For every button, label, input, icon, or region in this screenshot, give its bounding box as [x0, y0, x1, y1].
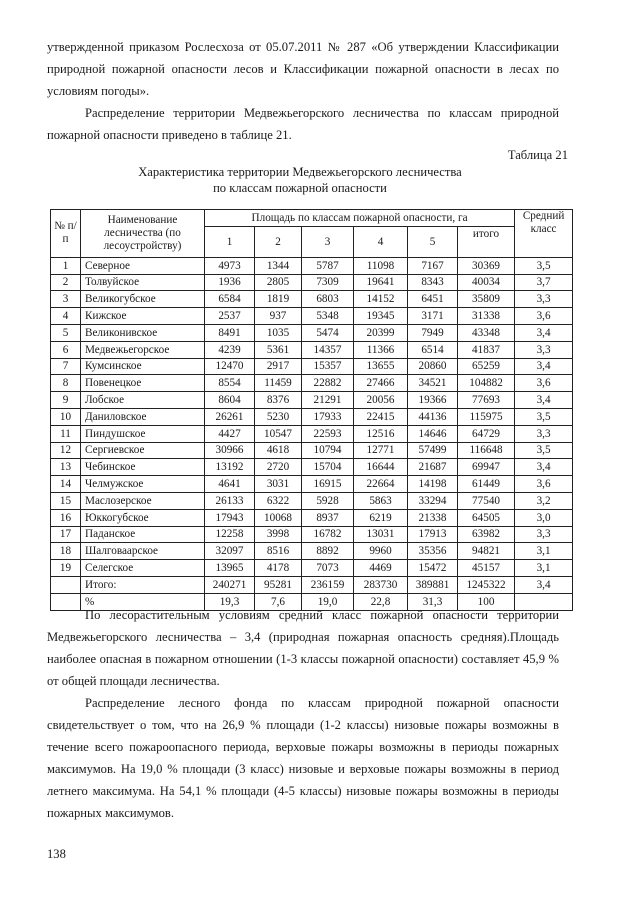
cell-total: 31338	[458, 308, 515, 325]
cell-avg: 3,6	[515, 308, 573, 325]
cell-num: 6	[51, 341, 81, 358]
table-caption-line2: по классам пожарной опасности	[213, 181, 387, 195]
cell-c4: 12516	[354, 425, 408, 442]
header-avg: Средний класс	[515, 210, 573, 258]
cell-num: 14	[51, 476, 81, 493]
cell-avg: 3,3	[515, 526, 573, 543]
table-caption-line1: Характеристика территории Медвежьегорского лесничества	[138, 165, 462, 179]
cell-c5: 34521	[408, 375, 458, 392]
cell-total: 100	[458, 593, 515, 610]
cell-avg: 3,3	[515, 425, 573, 442]
cell-avg: 3,4	[515, 358, 573, 375]
cell-num: 1	[51, 257, 81, 274]
cell-c1: 32097	[205, 543, 255, 560]
cell-c3: 16915	[302, 476, 354, 493]
cell-c4: 4469	[354, 560, 408, 577]
cell-avg: 3,6	[515, 375, 573, 392]
cell-c2: 11459	[255, 375, 302, 392]
cell-c1: 13192	[205, 459, 255, 476]
cell-name: Чебинское	[81, 459, 205, 476]
cell-c3: 22882	[302, 375, 354, 392]
table-row	[51, 442, 573, 459]
cell-avg: 3,1	[515, 560, 573, 577]
totals-label: Итого:	[81, 576, 205, 593]
cell-c1: 6584	[205, 291, 255, 308]
cell-num	[51, 576, 81, 593]
cell-c3: 19,0	[302, 593, 354, 610]
header-class-5: 5	[408, 226, 458, 257]
cell-num: 11	[51, 425, 81, 442]
cell-c1: 19,3	[205, 593, 255, 610]
percent-label: %	[81, 593, 205, 610]
cell-name: Челмужское	[81, 476, 205, 493]
cell-c5: 7167	[408, 257, 458, 274]
cell-c1: 8604	[205, 392, 255, 409]
cell-total: 30369	[458, 257, 515, 274]
cell-c2: 4178	[255, 560, 302, 577]
cell-name: Сергиевское	[81, 442, 205, 459]
header-num: № п/п	[51, 210, 81, 258]
cell-avg: 3,3	[515, 341, 573, 358]
cell-c5: 35356	[408, 543, 458, 560]
cell-total: 61449	[458, 476, 515, 493]
cell-c4: 11366	[354, 341, 408, 358]
table-row	[51, 408, 573, 425]
cell-avg: 3,1	[515, 543, 573, 560]
cell-name: Медвежьегорское	[81, 341, 205, 358]
cell-num: 8	[51, 375, 81, 392]
cell-c5: 57499	[408, 442, 458, 459]
cell-avg: 3,4	[515, 576, 573, 593]
cell-c5: 21338	[408, 509, 458, 526]
cell-c4: 27466	[354, 375, 408, 392]
cell-total: 35809	[458, 291, 515, 308]
intro-paragraph: утвержденной приказом Рослесхоза от 05.07.2011 № 287 «Об утверждении Классификации природной пожарной опасности лесов и Классификации пожарной опасности в лесах по условиям погоды».	[47, 40, 559, 98]
cell-total: 115975	[458, 408, 515, 425]
cell-num: 2	[51, 274, 81, 291]
cell-c3: 236159	[302, 576, 354, 593]
cell-c2: 4618	[255, 442, 302, 459]
cell-c4: 5863	[354, 492, 408, 509]
cell-c2: 6322	[255, 492, 302, 509]
cell-c1: 8554	[205, 375, 255, 392]
cell-name: Северное	[81, 257, 205, 274]
header-class-3: 3	[302, 226, 354, 257]
header-class-1: 1	[205, 226, 255, 257]
cell-total: 94821	[458, 543, 515, 560]
table-row	[51, 257, 573, 274]
cell-num: 17	[51, 526, 81, 543]
cell-name: Селегское	[81, 560, 205, 577]
table-row	[51, 291, 573, 308]
cell-num: 4	[51, 308, 81, 325]
cell-c3: 15357	[302, 358, 354, 375]
table-row	[51, 543, 573, 560]
cell-c3: 5928	[302, 492, 354, 509]
cell-c3: 16782	[302, 526, 354, 543]
cell-total: 1245322	[458, 576, 515, 593]
page-number: 138	[47, 847, 66, 861]
cell-c2: 2720	[255, 459, 302, 476]
header-total: итого	[458, 226, 515, 257]
fire-class-table	[50, 209, 573, 611]
table-row	[51, 274, 573, 291]
cell-c3: 5348	[302, 308, 354, 325]
cell-name: Пиндушское	[81, 425, 205, 442]
cell-c2: 1344	[255, 257, 302, 274]
cell-avg: 3,4	[515, 459, 573, 476]
cell-name: Повенецкое	[81, 375, 205, 392]
table-row	[51, 492, 573, 509]
table-body	[51, 257, 573, 610]
cell-total: 64729	[458, 425, 515, 442]
cell-c2: 10068	[255, 509, 302, 526]
cell-c2: 2917	[255, 358, 302, 375]
table-row	[51, 509, 573, 526]
cell-avg: 3,5	[515, 257, 573, 274]
table-row	[51, 308, 573, 325]
cell-c1: 26261	[205, 408, 255, 425]
cell-c5: 33294	[408, 492, 458, 509]
cell-c5: 6514	[408, 341, 458, 358]
cell-c5: 17913	[408, 526, 458, 543]
cell-total: 104882	[458, 375, 515, 392]
cell-c5: 21687	[408, 459, 458, 476]
cell-num: 3	[51, 291, 81, 308]
cell-num: 19	[51, 560, 81, 577]
cell-c3: 8937	[302, 509, 354, 526]
cell-c3: 15704	[302, 459, 354, 476]
cell-c2: 7,6	[255, 593, 302, 610]
cell-c5: 6451	[408, 291, 458, 308]
cell-c5: 389881	[408, 576, 458, 593]
table-caption	[60, 164, 540, 196]
cell-c5: 15472	[408, 560, 458, 577]
cell-avg: 3,4	[515, 324, 573, 341]
cell-num: 16	[51, 509, 81, 526]
cell-c2: 10547	[255, 425, 302, 442]
cell-avg: 3,6	[515, 476, 573, 493]
cell-c1: 17943	[205, 509, 255, 526]
cell-c4: 11098	[354, 257, 408, 274]
cell-c2: 3998	[255, 526, 302, 543]
cell-num: 7	[51, 358, 81, 375]
table-row	[51, 358, 573, 375]
cell-c5: 31,3	[408, 593, 458, 610]
cell-c1: 4239	[205, 341, 255, 358]
cell-c4: 12771	[354, 442, 408, 459]
cell-c4: 14152	[354, 291, 408, 308]
cell-c3: 5474	[302, 324, 354, 341]
cell-c1: 2537	[205, 308, 255, 325]
cell-c2: 3031	[255, 476, 302, 493]
cell-name: Толвуйское	[81, 274, 205, 291]
cell-avg: 3,0	[515, 509, 573, 526]
cell-num: 9	[51, 392, 81, 409]
cell-c2: 1819	[255, 291, 302, 308]
table-row	[51, 425, 573, 442]
header-name: Наименование лесничества (по лесоустройству)	[81, 210, 205, 258]
cell-c1: 12258	[205, 526, 255, 543]
cell-c4: 22,8	[354, 593, 408, 610]
cell-c5: 19366	[408, 392, 458, 409]
summary-paragraph-1: По лесорастительным условиям средний класс пожарной опасности территории Медвежьегорского лесничества – 3,4 (природная пожарная опасность средняя).Площадь наиболее опасная в пожарном отношении (1-3 классы пожарной опасности) составляет 45,9 % от общей площади лесничества.	[47, 608, 559, 688]
cell-c3: 7073	[302, 560, 354, 577]
cell-total: 116648	[458, 442, 515, 459]
cell-c1: 12470	[205, 358, 255, 375]
cell-total: 77693	[458, 392, 515, 409]
cell-c1: 26133	[205, 492, 255, 509]
cell-c3: 8892	[302, 543, 354, 560]
cell-c3: 10794	[302, 442, 354, 459]
cell-total: 77540	[458, 492, 515, 509]
cell-c4: 20056	[354, 392, 408, 409]
cell-c4: 19641	[354, 274, 408, 291]
cell-c1: 8491	[205, 324, 255, 341]
cell-avg: 3,3	[515, 291, 573, 308]
cell-c3: 5787	[302, 257, 354, 274]
cell-c1: 240271	[205, 576, 255, 593]
cell-name: Кижское	[81, 308, 205, 325]
cell-c4: 22415	[354, 408, 408, 425]
cell-c5: 8343	[408, 274, 458, 291]
cell-c3: 7309	[302, 274, 354, 291]
cell-num: 5	[51, 324, 81, 341]
cell-total: 41837	[458, 341, 515, 358]
cell-num: 12	[51, 442, 81, 459]
cell-c2: 937	[255, 308, 302, 325]
cell-total: 43348	[458, 324, 515, 341]
cell-c2: 2805	[255, 274, 302, 291]
table-row	[51, 392, 573, 409]
cell-avg: 3,2	[515, 492, 573, 509]
cell-num: 18	[51, 543, 81, 560]
cell-c5: 3171	[408, 308, 458, 325]
cell-avg: 3,7	[515, 274, 573, 291]
cell-c4: 9960	[354, 543, 408, 560]
cell-c4: 283730	[354, 576, 408, 593]
cell-name: Паданское	[81, 526, 205, 543]
header-class-2: 2	[255, 226, 302, 257]
table-row	[51, 459, 573, 476]
cell-total: 63982	[458, 526, 515, 543]
table-row	[51, 526, 573, 543]
summary-paragraph-2: Распределение лесного фонда по классам природной пожарной опасности свидетельствует о том, что на 26,9 % площади (1-2 классы) низовые пожары возможны в течение всего пожароопасного периода, верховые пожары возможны в периоды пожарных максимумов. На 19,0 % площади (3 класс) низовые и верховые пожары возможны в период летнего максимума. На 54,1 % площади (4-5 классы) низовые пожары возможны в периоды пожарных максимумов.	[47, 696, 559, 820]
cell-c1: 4427	[205, 425, 255, 442]
cell-total: 64505	[458, 509, 515, 526]
cell-total: 69947	[458, 459, 515, 476]
cell-c4: 16644	[354, 459, 408, 476]
cell-c5: 20860	[408, 358, 458, 375]
cell-avg: 3,4	[515, 392, 573, 409]
cell-num: 10	[51, 408, 81, 425]
cell-c4: 19345	[354, 308, 408, 325]
cell-c1: 4973	[205, 257, 255, 274]
cell-c1: 1936	[205, 274, 255, 291]
cell-c4: 13031	[354, 526, 408, 543]
cell-name: Даниловское	[81, 408, 205, 425]
totals-row	[51, 576, 573, 593]
cell-total: 40034	[458, 274, 515, 291]
cell-c3: 22593	[302, 425, 354, 442]
cell-c1: 13965	[205, 560, 255, 577]
cell-name: Лобское	[81, 392, 205, 409]
cell-avg: 3,5	[515, 408, 573, 425]
cell-c1: 4641	[205, 476, 255, 493]
cell-c2: 8376	[255, 392, 302, 409]
cell-c4: 13655	[354, 358, 408, 375]
table-row	[51, 324, 573, 341]
cell-c3: 21291	[302, 392, 354, 409]
cell-avg: 3,5	[515, 442, 573, 459]
cell-c4: 22664	[354, 476, 408, 493]
cell-c4: 6219	[354, 509, 408, 526]
table-row	[51, 341, 573, 358]
cell-c2: 5230	[255, 408, 302, 425]
cell-c3: 6803	[302, 291, 354, 308]
header-class-4: 4	[354, 226, 408, 257]
cell-c4: 20399	[354, 324, 408, 341]
cell-name: Юккогубское	[81, 509, 205, 526]
table-row	[51, 476, 573, 493]
cell-total: 65259	[458, 358, 515, 375]
cell-name: Шалговаарское	[81, 543, 205, 560]
cell-c2: 1035	[255, 324, 302, 341]
table-row	[51, 560, 573, 577]
cell-name: Кумсинское	[81, 358, 205, 375]
cell-c2: 5361	[255, 341, 302, 358]
cell-name: Маслозерское	[81, 492, 205, 509]
header-area: Площадь по классам пожарной опасности, га	[205, 210, 515, 227]
cell-num: 13	[51, 459, 81, 476]
cell-name: Великогубское	[81, 291, 205, 308]
cell-c2: 95281	[255, 576, 302, 593]
cell-total: 45157	[458, 560, 515, 577]
intro-paragraph-2: Распределение территории Медвежьегорского лесничества по классам природной пожарной опасности приведено в таблице 21.	[47, 106, 559, 142]
cell-c5: 14198	[408, 476, 458, 493]
table-row	[51, 375, 573, 392]
cell-c5: 14646	[408, 425, 458, 442]
cell-c3: 17933	[302, 408, 354, 425]
table-label: Таблица 21	[507, 148, 568, 162]
cell-c5: 7949	[408, 324, 458, 341]
cell-name: Великонивское	[81, 324, 205, 341]
cell-c2: 8516	[255, 543, 302, 560]
cell-num: 15	[51, 492, 81, 509]
cell-c3: 14357	[302, 341, 354, 358]
cell-c5: 44136	[408, 408, 458, 425]
cell-c1: 30966	[205, 442, 255, 459]
